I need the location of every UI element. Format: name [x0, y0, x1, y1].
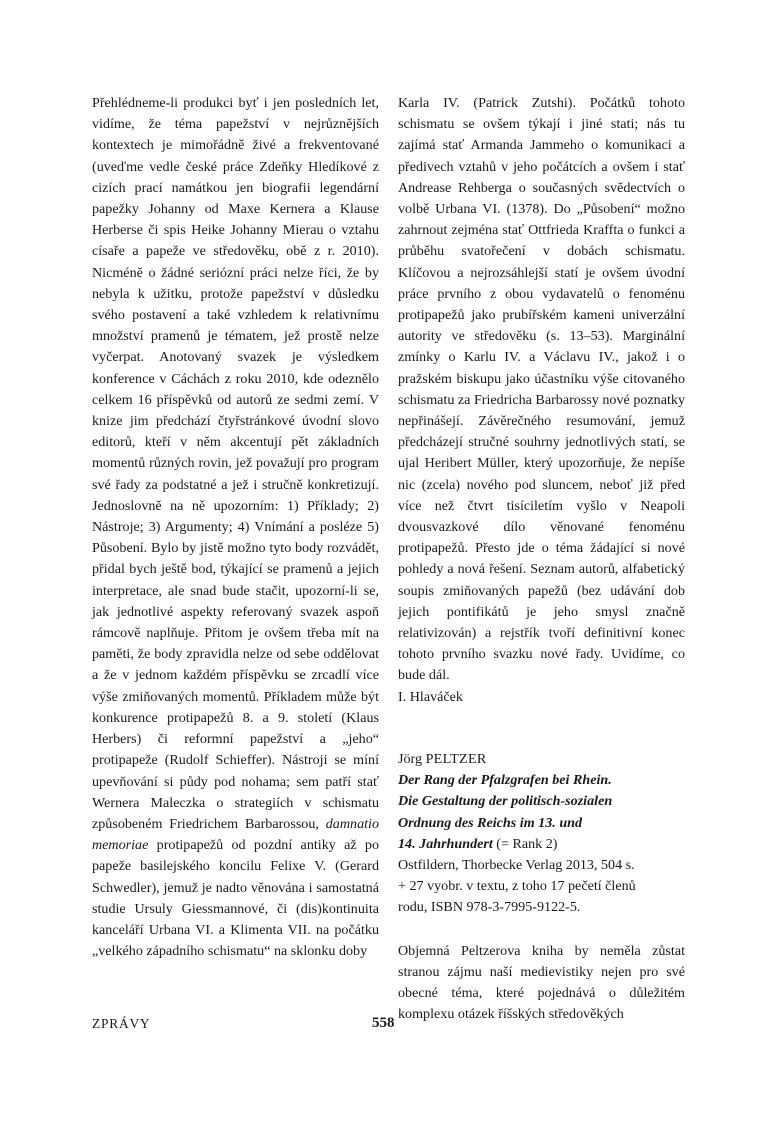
- title-line: Ordnung des Reichs im 13. und: [398, 814, 583, 831]
- review-heading: [398, 749, 685, 919]
- page-number: 558: [372, 1015, 395, 1031]
- review-signature: I. Hlaváček: [398, 688, 463, 705]
- latin-phrase: damnatio memoriae: [92, 815, 379, 854]
- review-author: [398, 749, 685, 770]
- publication-info: [398, 855, 685, 919]
- review-book-title: [398, 770, 685, 855]
- body-paragraph: Objemná Peltzerova kniha by neměla zůstat stranou zájmu naší medievistiky nejen pro své obecné téma, které pojednává o důležitém komplexu otázek říšských středověkých: [398, 942, 685, 1023]
- running-footer-section: ZPRÁVY: [92, 1016, 151, 1031]
- pub-line: rodu, ISBN 978-3-7995-9122-5.: [398, 899, 581, 916]
- body-paragraph: Karla IV. (Patrick Zutshi). Počátků tohoto schismatu se ovšem týkají i jiné stati; nás tu zajímá stať Armanda Jammeho o komunikaci a předivech vztahů v jeho počátcích a ovšem i stať Andrease Rehberga o současných svědectvích o volbě Urbana VI. (1378). Do „Působení“ možno zahrnout zejména stať Ottfrieda Kraffta o funkci a průběhu svatořečení v dobách schismatu. Klíčovou a nejrozsáhlejší statí je ovšem úvodní práce prvního z obou vydavatelů o fenoménu protipapežů jako prubířském kameni univerzální autority ve středověku (s. 13–53). Marginální zmínky o Karlu IV. a Václavu IV., jakož i o pražském biskupu jako účastníku výše citovaného schismatu za Friedricha Barbarossy nové poznatky nepřinášejí. Závěrečného resumování, jemuž předcházejí stručné souhrny jednotlivých statí, se ujal Heribert Müller, který upozorňuje, že nepíše nic (zcela) nového pod sluncem, neboť již před více než čtvrt tisíciletím vyšlo v Neapoli dvousvazkové dílo věnované fenoménu protipapežů. Přesto jde o téma žádající si nové pohledy a nová řešení. Seznam autorů, alfabetický soupis zmiňovaných papežů (bez udávání dob jejich pontifikátů je jeho smysl značně relativizován) a rejstřík tvoří definitivní konec tohoto prvního svazku nové řady. Uvidíme, co bude dál.: [398, 95, 685, 684]
- title-line: Der Rang der Pfalzgrafen bei Rhein.: [398, 772, 612, 789]
- right-column: [398, 93, 685, 1025]
- series-note: (= Rank 2): [492, 835, 558, 852]
- title-line: 14. Jahrhundert: [398, 835, 493, 852]
- author-surname: PELTZER: [425, 750, 487, 767]
- pub-line: Ostfildern, Thorbecke Verlag 2013, 504 s.: [398, 856, 635, 873]
- left-column: [92, 93, 379, 962]
- title-line: Die Gestaltung der politisch-sozialen: [398, 793, 613, 810]
- text-run: protipapežů od pozdní antiky až po papeže basilejského koncilu Felixe V. (Gerard Schwedler), jemuž je nadto věnována i samostatná studie Ursuly Giessmannové, či (dis)kontinuita kanceláří Urbana VI. a Klimenta VII. na počátku „velkého západního schismatu“ na sklonku doby: [92, 837, 379, 960]
- text-run: Přehlédneme-li produkci byť i jen posledních let, vidíme, že téma papežství v nejrůznějších kontextech je mimořádně živé a frekventované (uveďme vedle české práce Zdeňky Hledíkové z cizích prací namátkou jen biografii legendární papežky Johanny od Maxe Kernera a Klause Herberse či spis Heike Johanny Mierau o vztahu císaře a papeže ve středověku, obě z r. 2010). Nicméně o žádné seriózní práci nelze říci, že by nebyla k užitku, protože papežství v důsledku svého postavení a také vzhledem k relativnímu množství pramenů je tématem, jež prostě nelze vyčerpat. Anotovaný svazek je výsledkem konference v Cáchách z roku 2010, kde odeznělo celkem 16 příspěvků od autorů ze sedmi zemí. V knize jim předchází čtyřstránkové úvodní slovo editorů, kteří v něm akcentují pět základních momentů různých rovin, jež považují pro program své řady za podstatné a jež i stručně konkretizují. Jednoslovně na ně upozorním: 1) Příklady; 2) Nástroje; 3) Argumenty; 4) Vnímání a posléze 5) Působení. Bylo by jistě možno tyto body rozvádět, přidal bych ještě bod, týkající se pramenů a jejich interpretace, ale snad bude stačit, upozorní-li se, jak jednotlivé aspekty referovaný svazek aspoň rámcově naplňuje. Přitom je ovšem třeba mít na paměti, že body zpravidla nelze od sebe oddělovat a že v jednom každém příspěvku se zrcadlí více výše zmiňovaných momentů. Příkladem může být konkurence protipapežů 8. a 9. století (Klaus Herbers) či reformní papežství a „jeho“ protipapeže (Rudolf Schieffer). Nástroji se míní upevňování si půdy pod nohama; sem patří stať Wernera Maleczka o strategiích v schismatu způsobeném Friedrichem Barbarossou,: [92, 95, 379, 832]
- pub-line: + 27 vyobr. v textu, z toho 17 pečetí členů: [398, 878, 636, 895]
- author-first-name: Jörg: [398, 750, 423, 767]
- body-paragraph: [92, 93, 379, 962]
